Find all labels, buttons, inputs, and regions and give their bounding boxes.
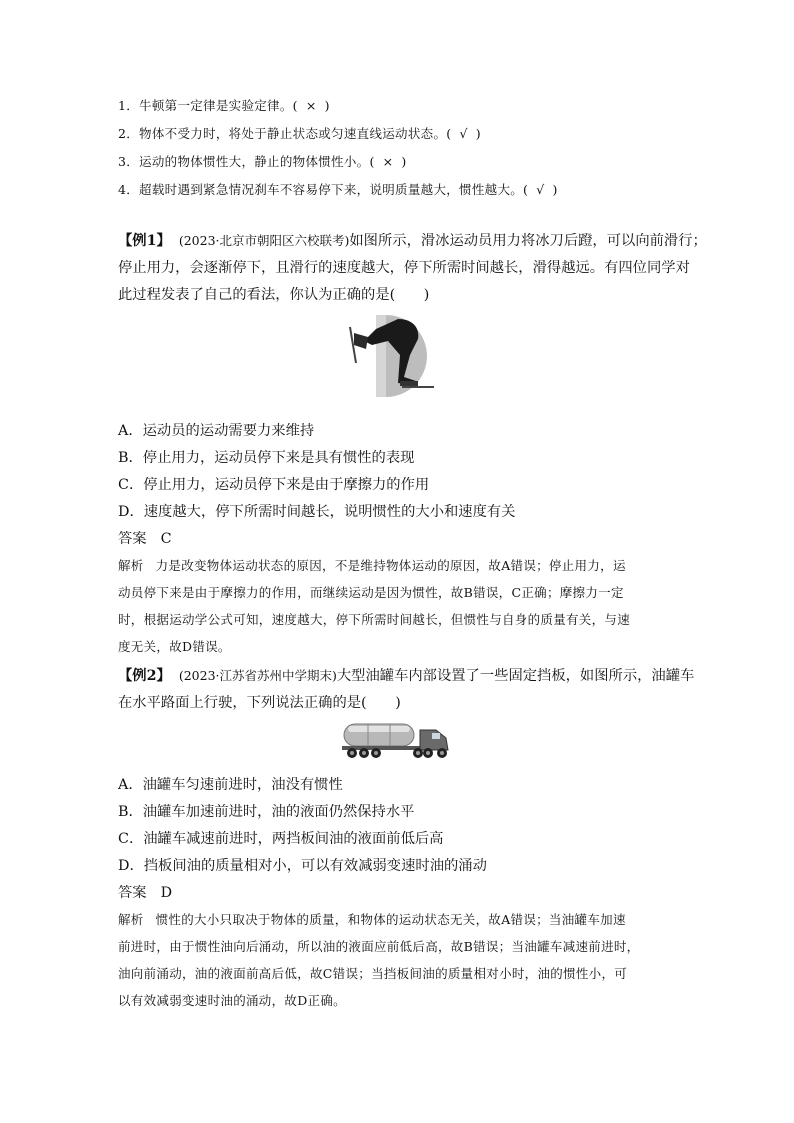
example1-analysis-line-1: 解析 力是改变物体运动状态的原因，不是维持物体运动的原因，故A错误；停止用力，运 [118,558,626,573]
example1-analysis-line-4: 度无关，故D错误。 [118,639,231,654]
example1-option-d: D．速度越大，停下所需时间越长，说明惯性的大小和速度有关 [118,504,516,520]
example1-stem-line-1: 【例1】 (2023·北京市朝阳区六校联考)如图所示，滑冰运动员用力将冰刀后蹬，可以向前滑行； [118,233,707,249]
example1-option-c: C．停止用力，运动员停下来是由于摩擦力的作用 [118,477,430,493]
judgement-4: 4．超载时遇到紧急情况刹车不容易停下来，说明质量越大，惯性越大。( √ ) [118,182,558,197]
example1-option-b: B．停止用力，运动员停下来是具有惯性的表现 [118,450,415,466]
example2-option-a: A．油罐车匀速前进时，油没有惯性 [118,777,343,793]
example2-answer: 答案 D [118,885,173,901]
tanker-truck-figure [338,718,452,762]
example2-analysis-line-1: 解析 惯性的大小只取决于物体的质量，和物体的运动状态无关，故A错误；当油罐车加速 [118,912,626,927]
example2-option-d: D．挡板间油的质量相对小，可以有效减弱变速时油的涌动 [118,858,487,874]
example1-analysis-line-3: 时，根据运动学公式可知，速度越大，停下所需时间越长，但惯性与自身的质量有关，与速 [118,612,631,627]
judgement-2: 2．物体不受力时，将处于静止状态或匀速直线运动状态。( √ ) [118,126,481,141]
example2-analysis-line-4: 以有效减弱变速时油的涌动，故D正确。 [118,993,346,1008]
example2-stem-line-1: 【例2】 (2023·江苏省苏州中学期末)大型油罐车内部设置了一些固定挡板，如图所示，油罐车 [118,668,695,684]
example2-analysis-line-2: 前进时，由于惯性油向后涌动，所以油的液面应前低后高，故B错误；当油罐车减速前进时， [118,939,640,954]
judgement-1: 1．牛顿第一定律是实验定律。( × ) [118,98,330,113]
example2-analysis-line-3: 油向前涌动，油的液面前高后低，故C错误；当挡板间油的质量相对小时，油的惯性小，可 [118,966,628,981]
example1-stem-line-3: 此过程发表了自己的看法，你认为正确的是( ) [118,287,430,303]
judgement-3: 3．运动的物体惯性大，静止的物体惯性小。( × ) [118,154,407,169]
example1-analysis-line-2: 动员停下来是由于摩擦力的作用，而继续运动是因为惯性，故B错误，C正确；摩擦力一定 [118,585,624,600]
example2-stem-line-2: 在水平路面上行驶，下列说法正确的是( ) [118,695,401,711]
example1-answer: 答案 C [118,531,172,547]
example1-option-a: A．运动员的运动需要力来维持 [118,423,315,439]
example2-option-b: B．油罐车加速前进时，油的液面仍然保持水平 [118,804,415,820]
example1-stem-line-2: 停止用力，会逐渐停下，且滑行的速度越大，停下所需时间越长，滑得越远。有四位同学对 [118,260,690,276]
example2-option-c: C．油罐车减速前进时，两挡板间油的液面前低后高 [118,831,444,847]
skater-figure [346,315,438,397]
